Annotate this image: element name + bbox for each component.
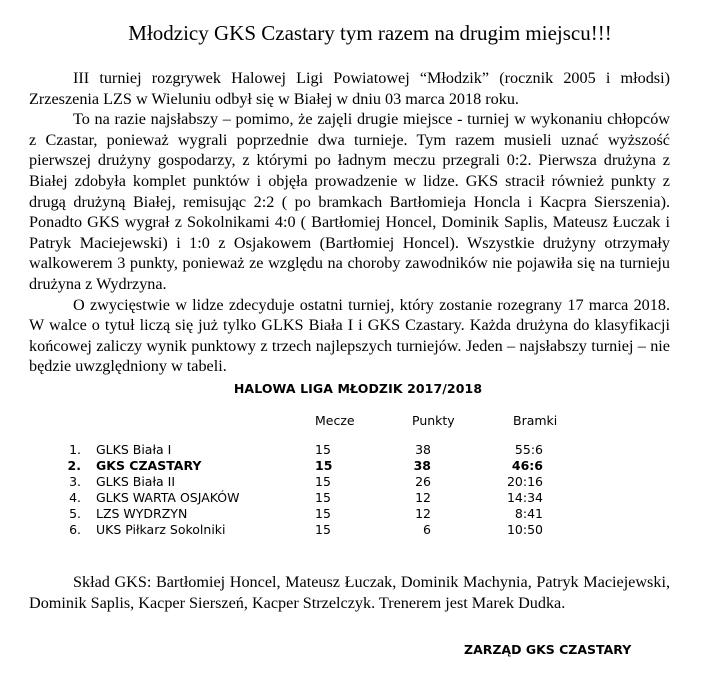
table-row bbox=[0, 506, 716, 522]
table-row bbox=[0, 474, 716, 490]
position: 2. bbox=[67, 458, 81, 473]
table-row bbox=[0, 458, 716, 474]
points: 38 bbox=[415, 442, 431, 457]
points: 12 bbox=[415, 506, 431, 521]
header-punkty: Punkty bbox=[412, 413, 455, 428]
matches: 15 bbox=[315, 442, 331, 457]
matches: 15 bbox=[315, 506, 331, 521]
paragraph: To na razie najsłabszy – pomimo, że zajęli drugie miejsce - turniej w wykonaniu chłopców z Czastar, ponieważ wygrali poprzednie dwa turnieje. Tym razem musieli uznać wyższość pierwszej drużyny gospodarzy, z którymi po ładnym meczu przegrali 0:2. Pierwsza drużyna z Białej zdobyła komplet punktów i objęła prowadzenie w lidze. GKS stracił również punkty z drugą drużyną Białej, remisując 2:2 ( po bramkach Bartłomieja Honcla i Kacpra Sierszenia). Ponadto GKS wygrał z Sokolnikami 4:0 ( Bartłomiej Honcel, Dominik Saplis, Mateusz Łuczak i Patryk Maciejewski) i 1:0 z Osjakowem (Bartłomiej Honcel). Wszystkie drużyny otrzymały walkowerem 3 punkty, ponieważ ze względu na choroby zawodników nie pojawiła się na turnieju drużyna z Wydrzyna. bbox=[29, 110, 670, 293]
points: 38 bbox=[413, 458, 431, 473]
paragraph: O zwycięstwie w lidze zdecyduje ostatni turniej, który zostanie rozegrany 17 marca 2018. W walce o tytuł liczą się już tylko GLKS Biała I i GKS Czastary. Każda drużyna do klasyfikacji końcowej zaliczy wynik punktowy z trzech najlepszych turniejów. Jeden – najsłabszy turniej – nie będzie uwzględniony w tabeli. bbox=[29, 295, 670, 376]
points: 6 bbox=[423, 522, 431, 537]
matches: 15 bbox=[315, 458, 333, 473]
paragraph: III turniej rozgrywek Halowej Ligi Powiatowej “Młodzik” (rocznik 2005 i młodsi) Zrzeszenia LZS w Wieluniu odbył się w Białej w dniu 03 marca 2018 roku. bbox=[29, 69, 670, 108]
matches: 15 bbox=[315, 522, 331, 537]
table-row bbox=[0, 490, 716, 506]
header-bramki: Bramki bbox=[513, 413, 558, 428]
position: 3. bbox=[69, 474, 81, 489]
article-body bbox=[29, 68, 670, 377]
points: 26 bbox=[415, 474, 431, 489]
goals: 55:6 bbox=[514, 442, 543, 457]
league-table-title: HALOWA LIGA MŁODZIK 2017/2018 bbox=[233, 381, 483, 396]
article-title: Młodzicy GKS Czastary tym razem na drugim miejscu!!! bbox=[128, 21, 612, 45]
goals: 46:6 bbox=[511, 458, 543, 473]
goals: 20:16 bbox=[506, 474, 543, 489]
team-name: LZS WYDRZYN bbox=[96, 506, 188, 521]
position: 4. bbox=[69, 490, 81, 505]
team-name: GLKS Biała I bbox=[96, 442, 172, 457]
team-name: GLKS WARTA OSJAKÓW bbox=[96, 490, 240, 505]
goals: 10:50 bbox=[506, 522, 543, 537]
squad-list: Skład GKS: Bartłomiej Honcel, Mateusz Łuczak, Dominik Machynia, Patryk Maciejewski, Dominik Saplis, Kacper Sierszeń, Kacper Strzelczyk. Trenerem jest Marek Dudka. bbox=[29, 573, 670, 612]
table-row bbox=[0, 522, 716, 538]
table-row bbox=[0, 442, 716, 458]
position: 1. bbox=[69, 442, 81, 457]
matches: 15 bbox=[315, 490, 331, 505]
points: 12 bbox=[415, 490, 431, 505]
team-name: GLKS Biała II bbox=[96, 474, 176, 489]
goals: 14:34 bbox=[506, 490, 543, 505]
position: 5. bbox=[69, 506, 81, 521]
matches: 15 bbox=[315, 474, 331, 489]
goals: 8:41 bbox=[514, 506, 543, 521]
position: 6. bbox=[69, 522, 81, 537]
signature: ZARZĄD GKS CZASTARY bbox=[464, 642, 632, 657]
team-name: UKS Piłkarz Sokolniki bbox=[96, 522, 226, 537]
team-name: GKS CZASTARY bbox=[96, 458, 202, 473]
header-mecze: Mecze bbox=[315, 413, 355, 428]
